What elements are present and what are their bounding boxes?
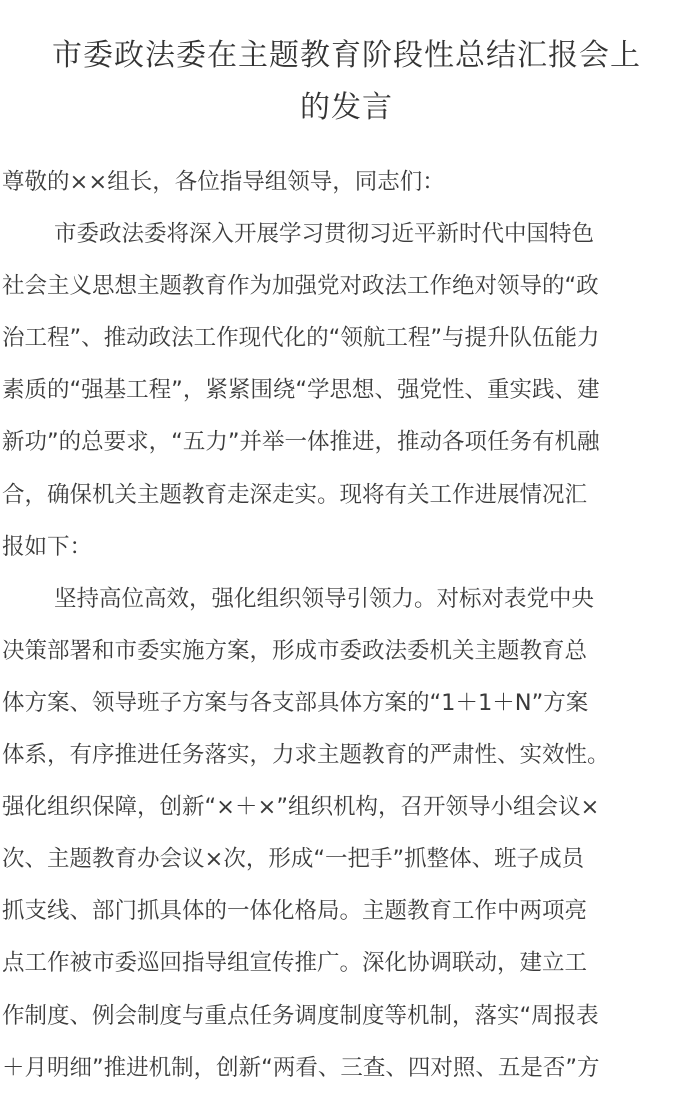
- paragraph-line: 坚持高位高效，强化组织领导引领力。对标对表党中央: [54, 585, 595, 612]
- paragraph-line: 体系，有序推进任务落实，力求主题教育的严肃性、实效性。: [2, 742, 610, 769]
- paragraph-1: [2, 208, 692, 573]
- paragraph-line: 社会主义思想主题教育作为加强党对政法工作绝对领导的“政: [2, 273, 599, 300]
- paragraph-line: 市委政法委将深入开展学习贯彻习近平新时代中国特色: [54, 221, 595, 248]
- paragraph-line: 作制度、例会制度与重点任务调度制度等机制，落实“周报表: [2, 1002, 599, 1029]
- paragraph-line: 新功”的总要求，“五力”并举一体推进，推动各项任务有机融: [2, 429, 600, 456]
- paragraph-line: 决策部署和市委实施方案，形成市委政法委机关主题教育总: [2, 637, 588, 664]
- paragraph-line: 强化组织保障，创新“×＋×”组织机构，召开领导小组会议×: [2, 794, 600, 821]
- greeting: 尊敬的××组长，各位指导组领导，同志们：: [2, 169, 445, 195]
- paragraph-line: ＋月明细”推进机制，创新“两看、三查、四对照、五是否”方: [2, 1054, 600, 1081]
- document-body: [2, 156, 692, 1094]
- paragraph-line: 报如下：: [2, 533, 93, 560]
- paragraph-line: 合，确保机关主题教育走深走实。现将有关工作进展情况汇: [2, 481, 588, 508]
- paragraph-2: [2, 573, 692, 1094]
- paragraph-line: 抓支线、部门抓具体的一体化格局。主题教育工作中两项亮: [2, 898, 588, 925]
- document-title: [0, 0, 693, 134]
- paragraph-line: 点工作被市委巡回指导组宣传推广。深化协调联动，建立工: [2, 950, 588, 977]
- title-line-2: 的发言: [300, 90, 393, 125]
- paragraph-line: 素质的“强基工程”，紧紧围绕“学思想、强党性、重实践、建: [2, 377, 600, 404]
- paragraph-line: 体方案、领导班子方案与各支部具体方案的“1＋1＋N”方案: [2, 689, 589, 716]
- title-line-1: 市委政法委在主题教育阶段性总结汇报会上: [52, 38, 641, 73]
- paragraph-line: 次、主题教育办会议×次，形成“一把手”抓整体、班子成员: [2, 846, 585, 873]
- paragraph-line: 治工程”、推动政法工作现代化的“领航工程”与提升队伍能力: [2, 325, 600, 352]
